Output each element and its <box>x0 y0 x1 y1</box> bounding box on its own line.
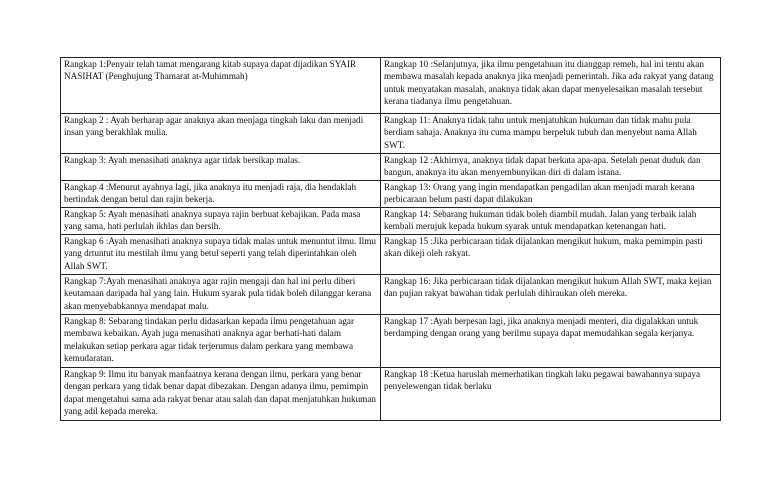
table-row <box>61 315 721 368</box>
table-cell-right: Rangkap 12 :Akhirnya, anaknya tidak dapat berkata apa-apa. Setelah penat duduk dan bangun, anaknya itu akan menyembunyikan diri di dalam istana. <box>381 154 721 181</box>
table-row <box>61 368 721 421</box>
rangkap-summary-table <box>60 57 721 421</box>
table-cell-right: Rangkap 16: Jika perbicaraan tidak dijalankan mengikut hukum Allah SWT, maka kejian dan pujian rakyat bawahan tidak perlulah dihiraukan oleh mereka. <box>381 275 721 315</box>
table-cell-left: Rangkap 7:Ayah menasihati anaknya agar rajin mengaji dan hal ini perlu diberi keutamaan daripada hal yang lain. Hukum syarak pula tidak boleh dilanggar kerana akan menyebabkannya mendapat malu. <box>61 275 381 315</box>
table-cell-right: Rangkap 18 :Ketua haruslah memerhatikan tingkah laku pegawai bawahannya supaya penyelewengan tidak berlaku <box>381 368 721 421</box>
table-row <box>61 181 721 208</box>
table-cell-left: Rangkap 8: Sebarang tindakan perlu didasarkan kepada ilmu pengetahuan agar membawa kebaikan. Ayah juga menasihati anaknya agar berhati-hati dalam melakukan setiap perkara agar tidak terjerumus dalam perkara yang membawa kemudaratan. <box>61 315 381 368</box>
table-cell-right: Rangkap 15 :Jika perbicaraan tidak dijalankan mengikut hukum, maka pemimpin pasti akan dikeji oleh rakyat. <box>381 235 721 275</box>
table-cell-right: Rangkap 17 :Ayah berpesan lagi, jika anaknya menjadi menteri, dia digalakkan untuk berdamping dengan orang yang berilmu supaya dapat memudahkan segala kerjanya. <box>381 315 721 368</box>
table-cell-left: Rangkap 4 :Menurut ayahnya lagi, jika anaknya itu menjadi raja, dia hendaklah bertindak dengan betul dan rajin bekerja. <box>61 181 381 208</box>
table-cell-right: Rangkap 11: Anaknya tidak tahu untuk menjatuhkan hukuman dan tidak mahu pula berdiam sahaja. Anaknya itu cuma mampu berpeluk tubuh dan menyebut nama Allah SWT. <box>381 114 721 154</box>
table-cell-right: Rangkap 13: Orang yang ingin mendapatkan pengadilan akan menjadi marah kerana perbicaraan belum pasti dapat dilakukan <box>381 181 721 208</box>
table-cell-left: Rangkap 6 :Ayah menasihati anaknya supaya tidak malas untuk menuntut ilmu. Ilmu yang drtuntut itu mestilah ilmu yang betul seperti yang telah diperintahkan oleh Allah SWT. <box>61 235 381 275</box>
table-row <box>61 235 721 275</box>
table-row <box>61 58 721 114</box>
table-row <box>61 275 721 315</box>
table-cell-left: Rangkap 1:Penyair telah tamat mengarang kitab supaya dapat dijadikan SYAIR NASIHAT (Penghujung Thamarat at-Muhimmah) <box>61 58 381 114</box>
table-cell-left: Rangkap 3: Ayah menasihati anaknya agar tidak bersikap malas. <box>61 154 381 181</box>
table-cell-right: Rangkap 14: Sebarang hukuman tidak boleh diambil mudah. Jalan yang terbaik ialah kembali merujuk kepada hukum syarak untuk mendapatkan ketenangan hati. <box>381 208 721 235</box>
table-row <box>61 154 721 181</box>
table-cell-left: Rangkap 9: Ilmu itu banyak manfaatnya kerana dengan ilmu, perkara yang benar dengan perkara yang tidak benar dapat dibezakan. Dengan adanya ilmu, pemimpin dapat mengetahui sama ada rakyat benar atau salah dan dapat menjatuhkan hukuman yang adil kepada mereka. <box>61 368 381 421</box>
table-row <box>61 208 721 235</box>
table-cell-right: Rangkap 10 :Selanjutnya, jika ilmu pengetahuan itu dianggap remeh, hal ini tentu akan membawa masalah kepada anaknya jika menjadi pemerintah. Jika ada rakyat yang datang untuk menyatakan masalah, anaknya tidak akan dapat menyelesaikan masalah tersebut kerana tiadanya ilmu pengetahuan. <box>381 58 721 114</box>
table-cell-left: Rangkap 2 : Ayah berharap agar anaknya akan menjaga tingkah laku dan menjadi insan yang berakhlak mulia. <box>61 114 381 154</box>
table-row <box>61 114 721 154</box>
table-cell-left: Rangkap 5: Ayah menasihati anaknya supaya rajin berbuat kebajikan. Pada masa yang sama, hati perlulah ikhlas dan bersih. <box>61 208 381 235</box>
